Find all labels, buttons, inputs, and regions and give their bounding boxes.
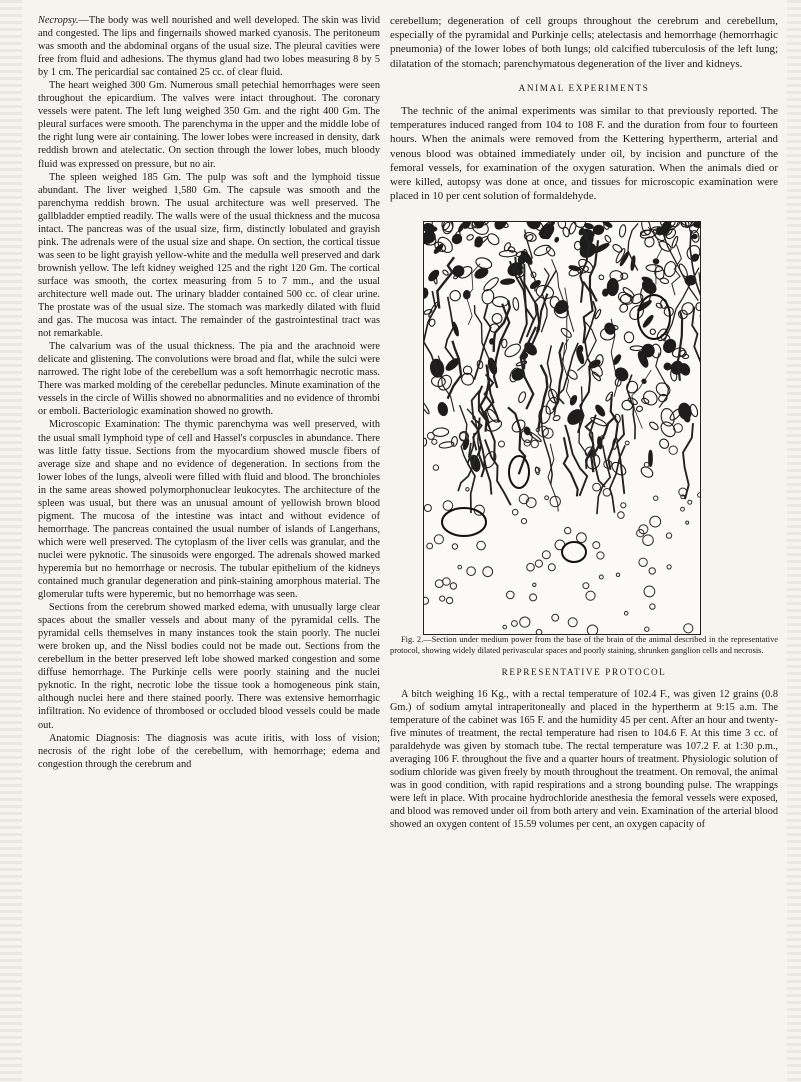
micrograph-cell (524, 440, 530, 446)
paragraph-necropsy: Necropsy.—The body was well nourished and well developed. The skin was livid and congested. The lips and fingernails showed marked cyanosis. The peritoneum was smooth and the abdominal organs of the usual size. The pleural cavities were free from fluid and adhesions. The thymus gland had two lobes measuring 8 by 5 by 1 cm. The pericardial sac contained 25 cc. of clear fluid. (38, 15, 380, 79)
micrograph-strand (541, 415, 552, 486)
paragraph-microscopic: Microscopic Examination: The thymic parenchyma was well preserved, with the usual small lymphoid type of cell and Hassel's corpuscles in abundance. There was little fatty tissue. Sections from the myocardium showed muscle fibers of average size and shape and no evidence of degeneration. In sections from the lower lobes of the lungs, alveoli were filled with fluid and blood. The bronchioles in the same areas showed polymorphonuclear leukocytes. The architecture of the spleen was usual, but there was an unusual amount of yellowish brown blood pigment. The mucosa of the intestine was intact and without evidence of hemorrhage. The pancreas contained the usual number of islands of Langerhans, which were well preserved. The cytoplasm of the liver cells was granular, and the nuclei were pyknotic. The sinusoids were engorged. The adrenals showed marked hyperemia but no hemorrhage or necrosis. The tubular epithelium of the kidneys contained much granular degeneration and pink-staining amorphous material. The glomerular tufts were hyperemic, but no hemorrhage was seen. (38, 419, 380, 601)
micrograph-cell (507, 592, 515, 600)
micrograph-cell (688, 501, 692, 505)
micrograph-cell (552, 615, 559, 622)
micrograph-cell (443, 501, 453, 511)
micrograph-image (424, 222, 700, 634)
micrograph-cell (554, 237, 559, 243)
micrograph-cell (424, 438, 427, 446)
micrograph-cell (603, 489, 611, 497)
heading-representative-protocol: REPRESENTATIVE PROTOCOL (501, 666, 667, 677)
micrograph-cell (437, 402, 449, 417)
micrograph-cell (630, 346, 643, 351)
micrograph-cell (681, 508, 685, 512)
micrograph-cell (565, 528, 571, 534)
micrograph-cell (583, 583, 589, 589)
micrograph-cell (550, 497, 560, 507)
micrograph-cell (619, 225, 627, 238)
micrograph-cell (432, 440, 437, 445)
micrograph-cell (568, 618, 577, 627)
micrograph-cell (686, 522, 689, 525)
micrograph-cell (450, 233, 463, 246)
micrograph-cell (466, 488, 469, 491)
micrograph-vessel (562, 542, 586, 562)
micrograph-cell (446, 598, 452, 604)
micrograph-cell (433, 465, 438, 470)
micrograph-cell (466, 234, 474, 242)
micrograph-cell (424, 598, 429, 605)
micrograph-cell (443, 578, 451, 586)
micrograph-cell (586, 592, 595, 601)
paragraph-heart-lungs: The heart weighed 300 Gm. Numerous small petechial hemorrhages were seen throughout the epicardium. The valves were intact throughout. The coronary vessels were patent. The left lung weighed 350 Gm. and the right 400 Gm. The pleural surfaces were smooth. The parenchyma in the upper and the middle lobe of the right lung were air containing. The lower lobes were increased in density, dark reddish brown and atelectatic. On section through the lower lobes, much bloody fluid was expressed on pressure, but no air. (38, 80, 380, 170)
micrograph-cell (427, 433, 434, 440)
micrograph-cell (433, 428, 449, 437)
micrograph-strand (547, 346, 556, 416)
micrograph-cell (616, 574, 619, 577)
micrograph-cell (587, 625, 597, 634)
micrograph-cell (427, 544, 433, 550)
micrograph-cell (569, 395, 578, 406)
micrograph-cell (530, 594, 537, 601)
scan-edge-right (787, 0, 801, 1082)
micrograph-strand (608, 395, 617, 471)
paragraph-diagnosis-continued: cerebellum; degeneration of cell groups throughout the cerebrum and cerebellum, especially of the pyramidal and Purkinje cells; atelectasis and hemorrhage (hemorrhagic pneumonia) of the lower lobes of both lungs; old calcified tuberculosis of the left lung; dilatation of the stomach; parenchymatous degeneration of the liver and kidneys. (390, 15, 778, 70)
micrograph-figure (423, 221, 701, 635)
micrograph-cell (593, 484, 601, 492)
micrograph-cell (624, 612, 628, 616)
micrograph-cell (548, 564, 555, 571)
micrograph-cell (621, 503, 626, 508)
micrograph-cell (499, 441, 505, 447)
micrograph-cell (648, 421, 659, 431)
paragraph-calvarium: The calvarium was of the usual thickness. The pia and the arachnoid were delicate and glistening. The convolutions were broad and flat, while the sulci were narrowed. The right lobe of the cerebellum was a soft hemorrhagic necrotic mass. There was marked molding of the cerebellar peduncles. Minute examination of the vessels in the circle of Willis showed no abnormalities and no evidence of thrombi or emboli. Bacteriologic examination showed no growth. (38, 341, 380, 418)
micrograph-cell (575, 348, 585, 364)
micrograph-cell (669, 446, 677, 454)
figure-caption: Fig. 2.—Section under medium power from the base of the brain of the animal described in the representative protocol, showing widely dilated perivascular spaces and poorly staining, shrunken ganglion cells and necrosis. (390, 635, 778, 655)
micrograph-strand (485, 440, 511, 506)
micrograph-cell (501, 339, 507, 348)
micrograph-cell (602, 289, 609, 297)
micrograph-cell (503, 626, 507, 630)
micrograph-cell (526, 498, 536, 508)
micrograph-cell (593, 542, 600, 549)
micrograph-cell (483, 567, 493, 577)
micrograph-cell (499, 251, 517, 258)
micrograph-cell (533, 244, 552, 258)
micrograph-cell (692, 234, 698, 239)
micrograph-cell (696, 303, 700, 311)
micrograph-cell (650, 604, 655, 609)
right-column (390, 14, 778, 831)
micrograph-strand (437, 258, 454, 309)
micrograph-cell (536, 630, 542, 635)
micrograph-cell (527, 564, 535, 572)
micrograph-cell (557, 222, 566, 229)
micrograph-vessel (442, 508, 486, 536)
micrograph-cell (512, 621, 518, 627)
left-column (38, 14, 380, 771)
micrograph-cell (643, 535, 654, 546)
micrograph-strand (699, 273, 700, 340)
micrograph-cell (452, 544, 457, 549)
micrograph-cell (500, 279, 514, 286)
micrograph-cell (535, 560, 542, 567)
micrograph-cell (520, 617, 530, 627)
micrograph-cell (533, 584, 536, 587)
micrograph-cell (521, 519, 526, 524)
micrograph-cell (450, 583, 456, 589)
micrograph-cell (625, 442, 629, 446)
micrograph-cell (477, 542, 486, 551)
micrograph-cell (646, 265, 663, 273)
micrograph-cell (599, 575, 603, 579)
micrograph-cell (568, 222, 577, 235)
micrograph-cell (649, 568, 655, 574)
micrograph-cell (612, 243, 624, 254)
micrograph-cell (644, 586, 655, 597)
paragraph-protocol: A bitch weighing 16 Kg., with a rectal temperature of 102.4 F., was given 12 grains (0.8 Gm.) of sodium amytal intraperitoneally and placed in the hypertherm at 9:15 a.m. The temperature of the cabinet was 165 F. and the humidity 45 per cent. After an hour and twenty-five minutes of treatment, the rectal temperature had risen to 104.6 F. At this time 3 cc. of paraldehyde was given by stomach tube. The rectal temperature was 107.2 F. at 1:30 p.m., averaging 106 F. throughout the five and a quarter hours of treatment. Physiologic solution of sodium chloride was given freely by mouth throughout the treatment. On removal, the animal was in good condition, with rapid respirations and a strong bounding pulse. The wrappings were left in place. With procaine hydrochloride anesthesia the femoral vessels were exposed, and blood was removed under oil from both artery and vein. Examination of the arterial blood showed an oxygen content of 15.59 volumes per cent, an oxygen capacity of (390, 688, 778, 831)
micrograph-cell (604, 235, 612, 244)
micrograph-cell (435, 580, 443, 588)
micrograph-cell (597, 552, 604, 559)
micrograph-cell (545, 496, 549, 500)
micrograph-cell (681, 495, 685, 499)
micrograph-cell (424, 505, 431, 512)
micrograph-cell (659, 278, 669, 285)
micrograph-cell (642, 315, 654, 329)
micrograph-cell (474, 237, 483, 249)
micrograph-cell (542, 551, 550, 559)
micrograph-strand (692, 307, 700, 377)
micrograph-strand (538, 365, 547, 430)
micrograph-strand (683, 424, 693, 500)
micrograph-cell (667, 565, 671, 569)
micrograph-cell (553, 415, 561, 422)
micrograph-cell (434, 535, 443, 544)
micrograph-strand (445, 297, 453, 359)
micrograph-cell (650, 517, 661, 528)
micrograph-cell (618, 512, 625, 519)
paragraph-anatomic-diagnosis: Anatomic Diagnosis: The diagnosis was acute iritis, with loss of vision; necrosis of the right lobe of the cerebellum, with hemorrhage; edema and congestion through the cerebrum and (38, 732, 380, 770)
micrograph-cell (424, 288, 428, 299)
micrograph-cell (545, 246, 556, 258)
micrograph-cell (684, 624, 693, 633)
scan-edge-left (0, 0, 22, 1082)
micrograph-vessel (638, 295, 670, 339)
micrograph-cell (440, 596, 445, 601)
micrograph-cell (424, 400, 430, 415)
micrograph-cell (458, 566, 462, 570)
micrograph-cell (517, 391, 527, 404)
micrograph-cell (524, 222, 542, 231)
micrograph-cell (512, 298, 519, 311)
micrograph-cell (577, 533, 587, 543)
micrograph-cell (636, 406, 643, 412)
micrograph-cell (649, 329, 656, 336)
micrograph-cell (666, 533, 671, 538)
micrograph-cell (641, 398, 650, 405)
paragraph-cerebrum: Sections from the cerebrum showed marked edema, with unusually large clear spaces about the smaller vessels and about many of the pyramidal cells. The pyramidal cells themselves in many instances took the stain poorly. The nuclei were broken up, and the Nissl bodies could not be made out. Sections from the cerebellum in the better preserved left lobe showed marked congestion and some diffuse hemorrhage. The Purkinje cells were poorly staining and the nuclei pyknotic. In the right, necrotic lobe the tissue took a homogeneous pink stain, although nuclei here and there stained poorly. There was extensive hemorrhagic infiltration. No evidence of thrombosed or occluded blood vessels could be made out. (38, 602, 380, 731)
micrograph-cell (663, 261, 678, 279)
micrograph-cell (486, 232, 501, 247)
micrograph-cell (442, 270, 449, 277)
micrograph-cell (492, 297, 508, 308)
micrograph-cell (658, 438, 670, 451)
micrograph-cell (665, 365, 673, 370)
micrograph-strand (563, 340, 572, 403)
micrograph-cell (531, 441, 538, 448)
necropsy-lead: Necropsy. (38, 15, 79, 26)
heading-animal-experiments: ANIMAL EXPERIMENTS (518, 82, 650, 93)
micrograph-cell (654, 496, 658, 500)
micrograph-cell (658, 420, 678, 440)
micrograph-cell (645, 627, 649, 631)
micrograph-cell (639, 559, 647, 567)
right-upper-text (390, 14, 778, 203)
paragraph-abdominal-organs: The spleen weighed 185 Gm. The pulp was soft and the lymphoid tissue abundant. The liver weighed 1,580 Gm. The capsule was smooth and the parenchyma reddish brown. The usual architecture was well preserved. The gallbladder emptied readily. The walls were of the usual thickness and the mucosa intact. The pancreas was of the usual size, firm, distinctly lobulated and grayish pink. The adrenals were of the usual size and shape. On section, the cortical tissue was seen to be light grayish yellow-white and the medulla well preserved and dark brownish yellow. The left kidney weighed 125 and the right 120 Gm. The cortical surface was smooth, the cortex measuring from 5 to 7 mm., and the usual architecture well made out. The urinary bladder contained 500 cc. of clear urine. The prostate was of the usual size. The stomach was markedly dilated with fluid and gas. The mucosa was intact. The remainder of the gastrointestinal tract was not remarkable. (38, 171, 380, 340)
micrograph-cell (448, 289, 463, 304)
micrograph-cell (624, 332, 634, 343)
micrograph-cell (698, 493, 700, 497)
micrograph-cell (512, 510, 518, 516)
paragraph-technic: The technic of the animal experiments was similar to that previously reported. The temperatures induced ranged from 104 to 108 F. and the duration from four to fourteen hours. When the animals were removed from the Kettering hypertherm, arterial and venous blood was obtained immediately under oil, by incision and puncture of the femoral vessels, for examination of the oxygen saturation. When the animals died or were killed, autopsy was done at once, and tissues for microscopic examination were placed in 10 per cent solution of formaldehyde. (390, 105, 778, 203)
micrograph-cell (598, 274, 604, 281)
micrograph-cell (467, 567, 476, 576)
micrograph-cell (644, 463, 649, 468)
